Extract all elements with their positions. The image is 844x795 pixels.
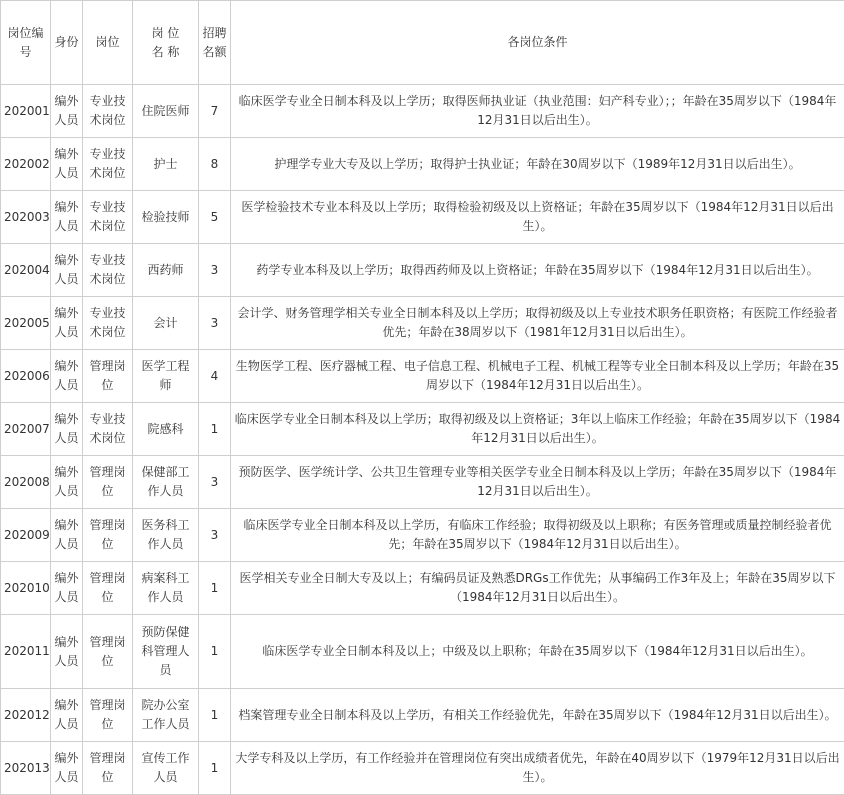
job-conditions: 临床医学专业全日制本科及以上学历；取得初级及以上资格证；3年以上临床工作经验；年龄在35周岁以下（1984年12月31日以后出生）。: [231, 403, 844, 456]
job-name: 院办公室工作人员: [133, 689, 199, 742]
header-conditions: 各岗位条件: [231, 1, 844, 85]
job-conditions: 临床医学专业全日制本科及以上学历；取得医师执业证（执业范围：妇产科专业）；；年龄在35周岁以下（1984年12月31日以后出生）。: [231, 85, 844, 138]
table-row: [1, 297, 844, 350]
job-name: 宣传工作人员: [133, 742, 199, 795]
job-name: 西药师: [133, 244, 199, 297]
job-position: 专业技术岗位: [83, 403, 133, 456]
job-conditions: 医学检验技术专业本科及以上学历；取得检验初级及以上资格证；年龄在35周岁以下（1984年12月31日以后出生）。: [231, 191, 844, 244]
job-name: 护士: [133, 138, 199, 191]
job-count: 3: [199, 297, 231, 350]
job-count: 3: [199, 456, 231, 509]
job-count: 1: [199, 689, 231, 742]
job-name: 住院医师: [133, 85, 199, 138]
job-code: 202013: [1, 742, 51, 795]
job-code: 202005: [1, 297, 51, 350]
job-conditions: 档案管理专业全日制本科及以上学历，有相关工作经验优先，年龄在35周岁以下（1984年12月31日以后出生）。: [231, 689, 844, 742]
job-name: 医务科工作人员: [133, 509, 199, 562]
job-code: 202001: [1, 85, 51, 138]
job-position: 管理岗位: [83, 350, 133, 403]
table-row: [1, 191, 844, 244]
job-name: 保健部工作人员: [133, 456, 199, 509]
job-conditions: 大学专科及以上学历，有工作经验并在管理岗位有突出成绩者优先，年龄在40周岁以下（1979年12月31日以后出生）。: [231, 742, 844, 795]
job-conditions: 临床医学专业全日制本科及以上；中级及以上职称；年龄在35周岁以下（1984年12月31日以后出生）。: [231, 615, 844, 689]
job-conditions: 临床医学专业全日制本科及以上学历，有临床工作经验；取得初级及以上职称；有医务管理或质量控制经验者优先；年龄在35周岁以下（1984年12月31日以后出生）。: [231, 509, 844, 562]
job-count: 4: [199, 350, 231, 403]
job-identity: 编外人员: [51, 403, 83, 456]
job-position: 管理岗位: [83, 456, 133, 509]
job-conditions: 护理学专业大专及以上学历；取得护士执业证；年龄在30周岁以下（1989年12月31日以后出生）。: [231, 138, 844, 191]
job-identity: 编外人员: [51, 297, 83, 350]
job-position: 专业技术岗位: [83, 138, 133, 191]
job-name: 会计: [133, 297, 199, 350]
job-position: 管理岗位: [83, 562, 133, 615]
job-code: 202003: [1, 191, 51, 244]
job-code: 202010: [1, 562, 51, 615]
table-row: [1, 403, 844, 456]
job-identity: 编外人员: [51, 615, 83, 689]
job-identity: 编外人员: [51, 85, 83, 138]
job-position: 专业技术岗位: [83, 244, 133, 297]
job-position: 管理岗位: [83, 689, 133, 742]
table-row: [1, 85, 844, 138]
job-conditions: 药学专业本科及以上学历；取得西药师及以上资格证；年龄在35周岁以下（1984年12月31日以后出生）。: [231, 244, 844, 297]
job-name: 医学工程师: [133, 350, 199, 403]
header-name: 岗 位 名 称: [133, 1, 199, 85]
job-count: 3: [199, 509, 231, 562]
job-identity: 编外人员: [51, 456, 83, 509]
job-position: 专业技术岗位: [83, 85, 133, 138]
job-count: 5: [199, 191, 231, 244]
job-code: 202012: [1, 689, 51, 742]
job-conditions: 预防医学、医学统计学、公共卫生管理专业等相关医学专业全日制本科及以上学历；年龄在35周岁以下（1984年12月31日以后出生）。: [231, 456, 844, 509]
job-name: 院感科: [133, 403, 199, 456]
job-identity: 编外人员: [51, 191, 83, 244]
header-identity: 身份: [51, 1, 83, 85]
header-row: [1, 1, 844, 85]
job-identity: 编外人员: [51, 689, 83, 742]
job-name: 预防保健科管理人员: [133, 615, 199, 689]
table-row: [1, 509, 844, 562]
job-identity: 编外人员: [51, 350, 83, 403]
job-position: 管理岗位: [83, 615, 133, 689]
job-position: 管理岗位: [83, 742, 133, 795]
table-row: [1, 562, 844, 615]
job-code: 202009: [1, 509, 51, 562]
job-identity: 编外人员: [51, 742, 83, 795]
header-position: 岗位: [83, 1, 133, 85]
job-identity: 编外人员: [51, 138, 83, 191]
job-conditions: 生物医学工程、医疗器械工程、电子信息工程、机械电子工程、机械工程等专业全日制本科及以上学历；年龄在35周岁以下（1984年12月31日以后出生）。: [231, 350, 844, 403]
job-count: 7: [199, 85, 231, 138]
job-identity: 编外人员: [51, 244, 83, 297]
job-code: 202011: [1, 615, 51, 689]
job-identity: 编外人员: [51, 509, 83, 562]
job-count: 8: [199, 138, 231, 191]
job-code: 202007: [1, 403, 51, 456]
job-name: 病案科工作人员: [133, 562, 199, 615]
job-name: 检验技师: [133, 191, 199, 244]
job-count: 3: [199, 244, 231, 297]
job-position: 专业技术岗位: [83, 191, 133, 244]
job-identity: 编外人员: [51, 562, 83, 615]
header-count: 招聘名额: [199, 1, 231, 85]
table-row: [1, 350, 844, 403]
job-code: 202008: [1, 456, 51, 509]
table-row: [1, 138, 844, 191]
table-row: [1, 742, 844, 795]
job-position: 管理岗位: [83, 509, 133, 562]
job-count: 1: [199, 615, 231, 689]
job-position: 专业技术岗位: [83, 297, 133, 350]
table-row: [1, 615, 844, 689]
job-count: 1: [199, 562, 231, 615]
table-row: [1, 456, 844, 509]
job-code: 202002: [1, 138, 51, 191]
table-row: [1, 689, 844, 742]
table-row: [1, 244, 844, 297]
job-code: 202004: [1, 244, 51, 297]
job-conditions: 会计学、财务管理学相关专业全日制本科及以上学历；取得初级及以上专业技术职务任职资格；有医院工作经验者优先；年龄在38周岁以下（1981年12月31日以后出生）。: [231, 297, 844, 350]
job-count: 1: [199, 403, 231, 456]
job-code: 202006: [1, 350, 51, 403]
header-code: 岗位编号: [1, 1, 51, 85]
job-count: 1: [199, 742, 231, 795]
job-conditions: 医学相关专业全日制大专及以上；有编码员证及熟悉DRGs工作优先；从事编码工作3年及上；年龄在35周岁以下（1984年12月31日以后出生）。: [231, 562, 844, 615]
